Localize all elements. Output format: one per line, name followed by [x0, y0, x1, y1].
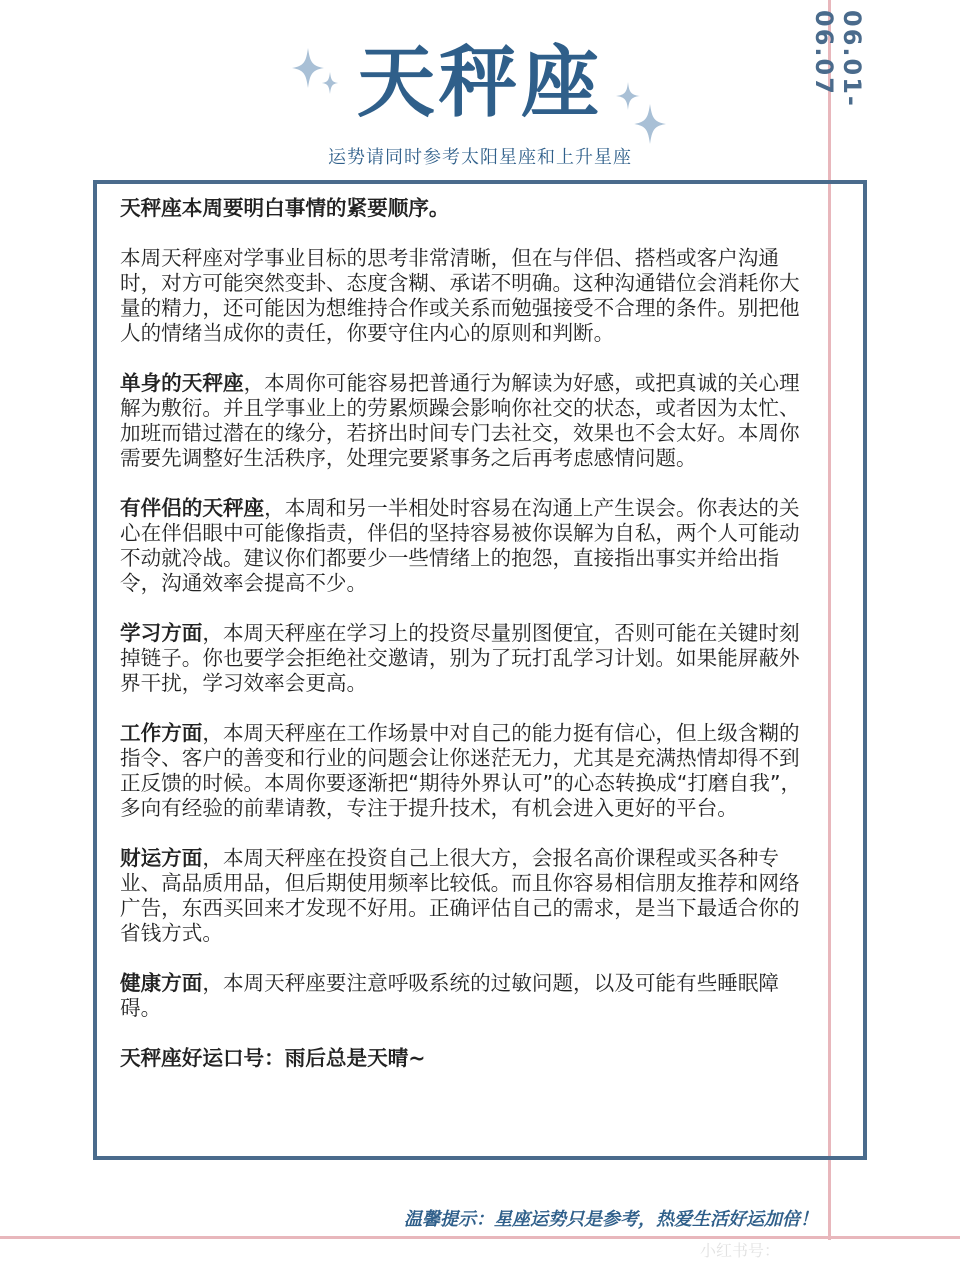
slogan: 天秤座好运口号：雨后总是天晴~	[120, 1046, 426, 1070]
section-text: ，本周和另一半相处时容易在沟通上产生误会。你表达的关心在伴侣眼中可能像指责，伴侣的坚持容易被你误解为自私，两个人可能动不动就冷战。建议你们都要少一些情绪上的抱怨，直接指出事实并给出指令，沟通效率会提高不少。	[120, 496, 800, 595]
subtitle: 运势请同时参考太阳星座和上升星座	[328, 147, 632, 168]
intro-paragraph: 本周天秤座对学事业目标的思考非常清晰，但在与伴侣、搭档或客户沟通时，对方可能突然变卦、态度含糊、承诺不明确。这种沟通错位会消耗你大量的精力，还可能因为想维持合作或关系而勉强接受不合理的条件。别把他人的情绪当成你的责任，你要守住内心的原则和判断。	[120, 246, 800, 345]
section-label: 单身的天秤座	[120, 371, 244, 395]
footer-tip: 温馨提示：星座运势只是参考，热爱生活好运加倍！	[404, 1209, 818, 1230]
date-range: 06.01-06.07	[810, 10, 866, 108]
section-health	[120, 971, 820, 1021]
horoscope-content	[120, 196, 820, 1096]
section-text: ，本周天秤座要注意呼吸系统的过敏问题，以及可能有些睡眠障碍。	[120, 971, 779, 1020]
section-label: 学习方面	[120, 621, 203, 645]
section-text: ，本周天秤座在工作场景中对自己的能力挺有信心，但上级含糊的指令、客户的善变和行业的问题会让你迷茫无力，尤其是充满热情却得不到正反馈的时候。本周你要逐渐把“期待外界认可”的心态转换成“打磨自我”，多向有经验的前辈请教，专注于提升技术，有机会进入更好的平台。	[120, 721, 802, 820]
section-text: ，本周天秤座在投资自己上很大方，会报名高价课程或买各种专业、高品质用品，但后期使用频率比较低。而且你容易相信朋友推荐和网络广告，东西买回来才发现不好用。正确评估自己的需求，是当下最适合你的省钱方式。	[120, 846, 800, 945]
section-work	[120, 721, 820, 821]
section-label: 健康方面	[120, 971, 203, 995]
section-label: 财运方面	[120, 846, 203, 870]
section-study	[120, 621, 820, 696]
section-label: 工作方面	[120, 721, 203, 745]
section-partnered	[120, 496, 820, 596]
page-title: 天秤座	[356, 38, 603, 128]
section-text: ，本周你可能容易把普通行为解读为好感，或把真诚的关心理解为敷衍。并且学事业上的劳累烦躁会影响你社交的状态，或者因为太忙、加班而错过潜在的缘分，若挤出时间专门去社交，效果也不会太好。本周你需要先调整好生活秩序，处理完要紧事务之后再考虑感情问题。	[120, 371, 800, 470]
section-wealth	[120, 846, 820, 946]
watermark-tag: 小红书号：	[700, 1241, 781, 1260]
section-text: ，本周天秤座在学习上的投资尽量别图便宜，否则可能在关键时刻掉链子。你也要学会拒绝社交邀请，别为了玩打乱学习计划。如果能屏蔽外界干扰，学习效率会更高。	[120, 621, 800, 695]
section-label: 有伴侣的天秤座	[120, 496, 265, 520]
section-single	[120, 371, 820, 471]
headline: 天秤座本周要明白事情的紧要顺序。	[120, 196, 450, 220]
